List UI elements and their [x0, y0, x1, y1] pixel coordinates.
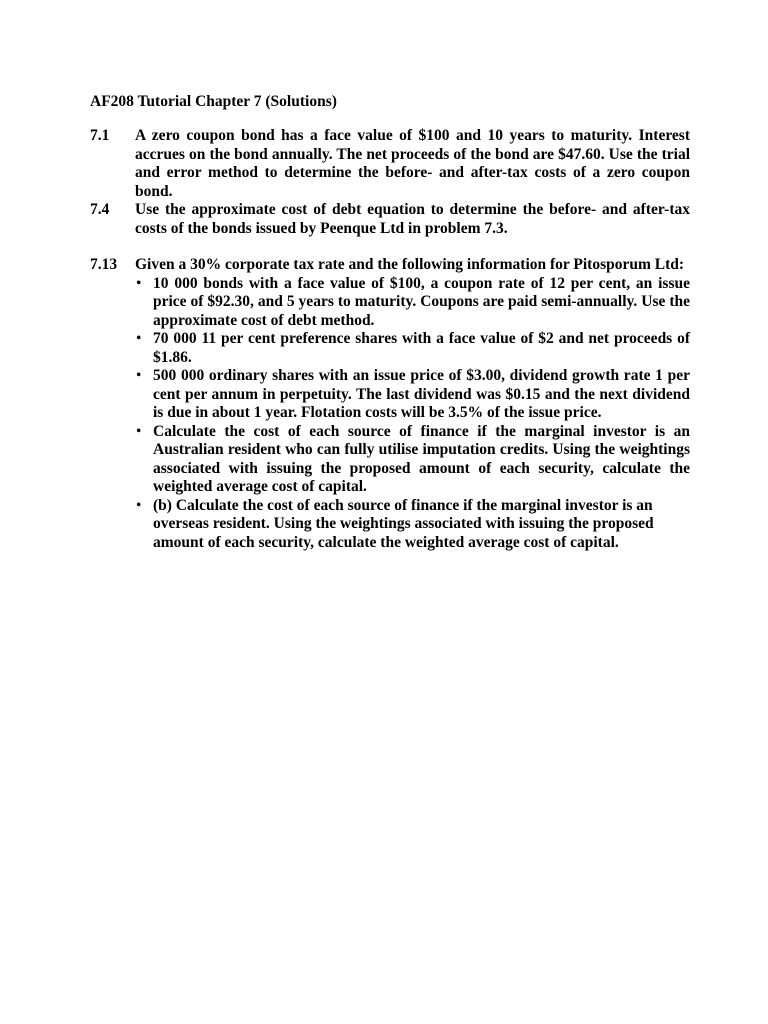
list-item [135, 275, 690, 331]
bullet-icon: • [136, 496, 142, 514]
document-title: AF208 Tutorial Chapter 7 (Solutions) [90, 93, 337, 110]
list-item-text: 500 000 ordinary shares with an issue price of $3.00, dividend growth rate 1 per cent per annum in perpetuity. The last dividend was $0.15 and the next dividend is due in about 1 year. Flotation costs will be 3.5% of the issue price. [153, 367, 690, 421]
problem-text: A zero coupon bond has a face value of $100 and 10 years to maturity. Interest accrues on the bond annually. The net proceeds of the bond are $47.60. Use the trial and error method to determine the before- and after-tax costs of a zero coupon bond. [135, 127, 690, 200]
list-item [135, 330, 690, 367]
problem-number: 7.13 [90, 256, 118, 273]
problem-text: Use the approximate cost of debt equation to determine the before- and after-tax costs of the bonds issued by Peenque Ltd in problem 7.3. [135, 201, 690, 237]
bullet-list [135, 275, 690, 553]
problem-number: 7.1 [90, 127, 110, 144]
problem-number: 7.4 [90, 201, 110, 218]
bullet-icon: • [136, 274, 142, 292]
list-item [135, 423, 690, 497]
problem-intro: Given a 30% corporate tax rate and the following information for Pitosporum Ltd: [135, 256, 685, 273]
problem-body [135, 256, 690, 552]
list-item-text: 70 000 11 per cent preference shares with a face value of $2 and net proceeds of $1.86. [153, 330, 690, 366]
list-item-text: 10 000 bonds with a face value of $100, a coupon rate of 12 per cent, an issue price of $92.30, and 5 years to maturity. Coupons are paid semi-annually. Use the approximate cost of debt method. [153, 274, 690, 329]
list-item-text: Calculate the cost of each source of finance if the marginal investor is an Australian resident who can fully utilise imputation credits. Using the weightings associated with issuing the proposed amount of each security, calculate the weighted average cost of capital. [153, 422, 690, 495]
problem-7-4 [90, 201, 690, 238]
list-item [135, 497, 690, 553]
problem-7-13 [90, 256, 690, 552]
list-item [135, 367, 690, 423]
list-item-text: (b) Calculate the cost of each source of finance if the marginal investor is an overseas resident. Using the weightings associated with issuing the proposed amount of each security, calculate the weighted average cost of capital. [153, 496, 654, 551]
bullet-icon: • [136, 367, 142, 384]
bullet-icon: • [136, 330, 142, 347]
bullet-icon: • [136, 422, 142, 440]
problem-7-1 [90, 127, 690, 201]
